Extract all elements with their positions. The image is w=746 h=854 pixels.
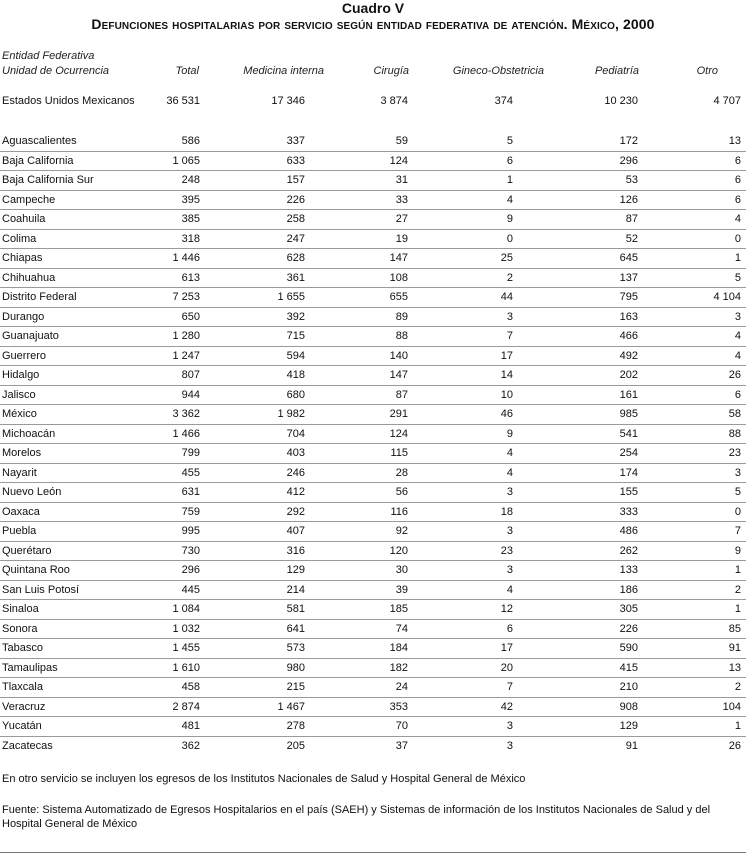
table-row (0, 620, 746, 640)
cell-otro: 0 (734, 232, 741, 245)
cell-cirugia: 353 (389, 700, 408, 713)
cell-medicina: 628 (286, 252, 305, 264)
cell-otro: 26 (728, 739, 741, 752)
table-row (0, 230, 746, 250)
cell-cirugia: 39 (395, 583, 408, 596)
cell-cirugia: 120 (389, 544, 408, 557)
cell-otro: 1 (734, 720, 741, 732)
cell-gineco: 14 (500, 369, 513, 381)
cell-pediatria: 155 (619, 486, 638, 498)
cell-cirugia: 182 (389, 661, 408, 674)
table-row (0, 308, 746, 328)
cell-name: Michoacán (2, 427, 56, 440)
header-entity-line1: Entidad Federativa (2, 50, 95, 62)
table-title: Defunciones hospitalarias por servicio según entidad federativa de atención. México, 2000 (91, 16, 655, 32)
cell-gineco: 4 (506, 193, 513, 206)
cell-gineco: 10 (500, 388, 513, 401)
cell-medicina: 573 (286, 642, 305, 654)
cell-total: 1 610 (172, 661, 200, 674)
cell-name: San Luis Potosí (2, 583, 80, 596)
cell-medicina: 361 (286, 271, 305, 284)
cell-medicina: 1 982 (277, 408, 305, 420)
cell-medicina: 641 (286, 622, 305, 635)
cell-total: 445 (181, 583, 200, 596)
header-pediatria: Pediatría (594, 65, 639, 77)
cell-pediatria: 129 (619, 720, 638, 732)
cell-medicina: 680 (286, 388, 305, 401)
cell-pediatria: 163 (619, 310, 638, 323)
cell-pediatria: 133 (619, 564, 638, 576)
table-row (0, 171, 746, 191)
cell-total: 1 455 (172, 642, 200, 654)
cell-gineco: 4 (506, 583, 513, 596)
table-row (0, 542, 746, 562)
cell-medicina: 258 (286, 213, 305, 225)
table-row (0, 249, 746, 269)
cell-total: 995 (181, 525, 200, 537)
cell-gineco: 5 (506, 135, 513, 147)
table-row (0, 639, 746, 659)
table-row (0, 327, 746, 347)
cell-total: 807 (181, 369, 200, 381)
table-row (0, 152, 746, 172)
cell-cirugia: 3 874 (380, 95, 408, 107)
table-row (0, 347, 746, 367)
cell-total: 799 (181, 447, 200, 459)
cell-gineco: 20 (500, 661, 513, 674)
cell-name: Guerrero (2, 349, 47, 362)
cell-cirugia: 27 (395, 213, 408, 225)
cell-name: Sonora (2, 622, 38, 635)
cell-gineco: 3 (506, 739, 513, 752)
cell-pediatria: 305 (619, 603, 638, 615)
cell-pediatria: 985 (619, 408, 638, 420)
cell-name: Hidalgo (2, 369, 40, 381)
cell-otro: 4 104 (713, 291, 741, 303)
cell-name: Oaxaca (2, 505, 40, 518)
cell-total: 650 (181, 310, 200, 323)
table-row (0, 386, 746, 406)
table-row (0, 366, 746, 386)
cell-gineco: 42 (500, 700, 513, 713)
cell-total: 455 (181, 466, 200, 479)
cell-name: Jalisco (2, 388, 36, 401)
cell-pediatria: 226 (619, 622, 638, 635)
cell-cirugia: 74 (395, 622, 408, 635)
cell-medicina: 581 (286, 603, 305, 615)
cell-name: Puebla (2, 525, 37, 537)
cell-pediatria: 174 (619, 466, 638, 479)
table-row (0, 464, 746, 484)
cell-medicina: 1 655 (277, 291, 305, 303)
cell-medicina: 246 (286, 466, 305, 479)
cell-pediatria: 296 (619, 154, 638, 167)
cell-cirugia: 31 (395, 174, 408, 186)
cell-total: 318 (181, 232, 200, 245)
cell-cirugia: 33 (395, 193, 408, 206)
cell-medicina: 403 (286, 447, 305, 459)
cell-otro: 2 (734, 583, 741, 596)
cell-pediatria: 126 (619, 193, 638, 206)
cell-total: 759 (181, 505, 200, 518)
cell-pediatria: 486 (619, 525, 638, 537)
cell-name: Zacatecas (2, 739, 53, 752)
cell-pediatria: 333 (619, 505, 638, 518)
cell-pediatria: 172 (619, 135, 638, 147)
table-row (0, 717, 746, 737)
cell-otro: 6 (734, 388, 741, 401)
cell-gineco: 3 (506, 486, 513, 498)
cell-pediatria: 10 230 (604, 95, 638, 107)
cell-total: 7 253 (172, 291, 200, 303)
cell-gineco: 17 (500, 642, 513, 654)
cell-gineco: 12 (500, 603, 513, 615)
cell-otro: 88 (728, 427, 741, 440)
cell-total: 36 531 (166, 95, 200, 107)
cell-name: Coahuila (2, 213, 46, 225)
cell-medicina: 316 (286, 544, 305, 557)
cell-cirugia: 147 (389, 369, 408, 381)
cell-pediatria: 53 (625, 174, 638, 186)
cell-gineco: 25 (500, 252, 513, 264)
cell-otro: 3 (734, 466, 741, 479)
cell-name: Veracruz (2, 700, 46, 713)
cell-otro: 26 (728, 369, 741, 381)
cell-otro: 1 (734, 603, 741, 615)
header-gineco-obstetricia: Gineco-Obstetricia (452, 65, 544, 77)
cell-gineco: 2 (506, 271, 513, 284)
table-row (0, 269, 746, 289)
cell-pediatria: 262 (619, 544, 638, 557)
row-name: Estados Unidos Mexicanos (2, 95, 135, 107)
cell-cirugia: 19 (395, 232, 408, 245)
cell-otro: 7 (734, 525, 741, 537)
cell-medicina: 226 (286, 193, 305, 206)
cell-cirugia: 184 (389, 642, 408, 654)
cell-name: Sinaloa (2, 603, 39, 615)
cell-name: Nayarit (2, 466, 37, 479)
cell-name: Yucatán (2, 720, 42, 732)
cell-gineco: 23 (500, 544, 513, 557)
cell-cirugia: 124 (389, 154, 408, 167)
cell-medicina: 278 (286, 720, 305, 732)
table-row (0, 678, 746, 698)
bottom-divider (0, 852, 746, 853)
cell-gineco: 17 (500, 349, 513, 362)
table-row (0, 581, 746, 601)
cell-name: Querétaro (2, 544, 52, 557)
cell-cirugia: 24 (395, 681, 408, 693)
cell-pediatria: 590 (619, 642, 638, 654)
cell-medicina: 392 (286, 310, 305, 323)
cell-name: Chiapas (2, 252, 43, 264)
table-row (0, 191, 746, 211)
cell-total: 1 247 (172, 349, 200, 362)
cell-gineco: 46 (500, 408, 513, 420)
cell-medicina: 418 (286, 369, 305, 381)
cell-otro: 13 (728, 135, 741, 147)
cell-cirugia: 70 (395, 720, 408, 732)
cell-name: Baja California (2, 154, 74, 167)
cell-medicina: 594 (286, 349, 305, 362)
cell-pediatria: 202 (619, 369, 638, 381)
cell-name: Tabasco (2, 642, 43, 654)
cell-medicina: 129 (286, 564, 305, 576)
cell-pediatria: 210 (619, 681, 638, 693)
table-row (0, 561, 746, 581)
cell-medicina: 633 (286, 154, 305, 167)
table-row (0, 503, 746, 523)
cell-medicina: 157 (286, 174, 305, 186)
cell-otro: 6 (734, 154, 741, 167)
cell-medicina: 292 (286, 505, 305, 518)
cell-gineco: 3 (506, 525, 513, 537)
cell-total: 1 280 (172, 330, 200, 342)
cell-total: 296 (181, 564, 200, 576)
header-total: Total (175, 65, 199, 77)
cell-cirugia: 140 (389, 349, 408, 362)
cell-total: 1 466 (172, 427, 200, 440)
cell-otro: 6 (734, 193, 741, 206)
cell-medicina: 337 (286, 135, 305, 147)
cell-medicina: 215 (286, 681, 305, 693)
cell-total: 586 (181, 135, 200, 147)
table-row (0, 698, 746, 718)
header-medicina-interna: Medicina interna (243, 65, 324, 77)
header-entity-line2: Unidad de Ocurrencia (2, 65, 110, 77)
cell-pediatria: 492 (619, 349, 638, 362)
cell-otro: 58 (728, 408, 741, 420)
cell-gineco: 6 (506, 622, 513, 635)
cell-cirugia: 124 (389, 427, 408, 440)
cell-name: Nuevo León (2, 486, 62, 498)
table-row (0, 210, 746, 230)
cell-total: 395 (181, 193, 200, 206)
cell-name: Distrito Federal (2, 291, 77, 303)
cell-cirugia: 291 (389, 408, 408, 420)
cell-total: 1 065 (172, 154, 200, 167)
cell-gineco: 4 (506, 447, 513, 459)
cell-name: Aguascalientes (2, 135, 77, 147)
cell-cirugia: 185 (389, 603, 408, 615)
cell-pediatria: 795 (619, 291, 638, 303)
cell-pediatria: 466 (619, 330, 638, 342)
cell-otro: 91 (728, 642, 741, 654)
cell-otro: 4 (734, 349, 741, 362)
cell-total: 458 (181, 681, 200, 693)
table-row (0, 600, 746, 620)
cell-cirugia: 108 (389, 271, 408, 284)
cell-total: 385 (181, 213, 200, 225)
cell-medicina: 980 (286, 661, 305, 674)
cell-cirugia: 116 (390, 505, 408, 518)
cell-otro: 5 (734, 486, 741, 498)
cell-medicina: 214 (286, 583, 305, 596)
cell-name: Campeche (2, 193, 56, 206)
cell-name: Tlaxcala (2, 681, 43, 693)
cell-otro: 23 (728, 447, 741, 459)
cell-total: 730 (181, 544, 200, 557)
cell-gineco: 18 (500, 505, 513, 518)
table-row (0, 132, 746, 152)
cell-gineco: 3 (506, 720, 513, 732)
cell-pediatria: 91 (625, 739, 638, 752)
cell-name: Quintana Roo (2, 564, 70, 576)
cell-medicina: 715 (286, 330, 305, 342)
cell-medicina: 17 346 (271, 95, 305, 107)
cell-pediatria: 186 (619, 583, 638, 596)
cell-gineco: 6 (506, 154, 513, 167)
cell-pediatria: 254 (619, 447, 638, 459)
cell-medicina: 205 (286, 739, 305, 752)
cell-medicina: 247 (286, 232, 305, 245)
cell-cirugia: 56 (395, 486, 408, 498)
cell-otro: 13 (728, 661, 741, 674)
table-row (0, 659, 746, 679)
cell-otro: 3 (734, 310, 741, 323)
cell-gineco: 1 (506, 174, 513, 186)
cell-total: 3 362 (172, 408, 200, 420)
cell-cirugia: 37 (395, 739, 408, 752)
cell-otro: 1 (734, 252, 741, 264)
cell-gineco: 9 (506, 427, 513, 440)
national-total-row (0, 92, 746, 112)
cell-pediatria: 52 (625, 232, 638, 245)
cell-pediatria: 908 (619, 700, 638, 713)
cell-name: Tamaulipas (2, 661, 58, 674)
cell-total: 1 084 (172, 603, 200, 615)
cell-otro: 1 (734, 564, 741, 576)
cell-gineco: 4 (506, 466, 513, 479)
cell-name: Colima (2, 232, 37, 245)
cell-gineco: 374 (494, 95, 513, 107)
cell-gineco: 3 (506, 310, 513, 323)
cell-name: Guanajuato (2, 330, 59, 342)
cell-gineco: 9 (506, 213, 513, 225)
cell-cirugia: 655 (389, 291, 408, 303)
table-row (0, 444, 746, 464)
cell-otro: 85 (728, 622, 741, 635)
cell-name: Chihuahua (2, 271, 56, 284)
cell-gineco: 7 (506, 330, 513, 342)
cell-otro: 4 707 (713, 95, 741, 107)
cell-total: 613 (181, 271, 200, 284)
cell-pediatria: 161 (619, 388, 638, 401)
cell-otro: 4 (734, 213, 741, 225)
cell-pediatria: 645 (619, 252, 638, 264)
cell-gineco: 3 (506, 564, 513, 576)
table-row (0, 737, 746, 757)
cell-cirugia: 89 (395, 310, 408, 323)
source-note: Fuente: Sistema Automatizado de Egresos Hospitalarios en el país (SAEH) y Sistemas de información de los Institutos Nacionales de Salud y del Hospital General de México (2, 804, 711, 830)
cell-total: 1 446 (172, 252, 200, 264)
cell-cirugia: 88 (395, 330, 408, 342)
cell-medicina: 1 467 (277, 700, 305, 713)
cell-otro: 9 (734, 544, 741, 557)
cell-otro: 0 (734, 505, 741, 518)
cell-total: 944 (181, 388, 200, 401)
table-row (0, 288, 746, 308)
cell-gineco: 7 (506, 681, 513, 693)
cell-name: Durango (2, 310, 45, 323)
cell-cirugia: 92 (395, 525, 408, 537)
cell-medicina: 407 (286, 525, 305, 537)
cell-cirugia: 28 (395, 466, 408, 479)
cell-pediatria: 541 (619, 427, 638, 440)
cell-medicina: 704 (286, 427, 305, 440)
cell-medicina: 412 (286, 486, 305, 498)
cell-cirugia: 87 (395, 388, 408, 401)
header-otro: Otro (696, 65, 718, 77)
table-row (0, 522, 746, 542)
table-number: Cuadro V (341, 0, 405, 16)
cell-total: 481 (181, 720, 200, 732)
footnote: En otro servicio se incluyen los egresos de los Institutos Nacionales de Salud y Hospital General de México (2, 773, 526, 785)
cell-pediatria: 87 (625, 213, 638, 225)
cell-total: 1 032 (172, 622, 200, 635)
cell-cirugia: 147 (389, 252, 408, 264)
table-row (0, 483, 746, 503)
cell-cirugia: 115 (390, 447, 408, 459)
table-row (0, 425, 746, 445)
cell-total: 631 (181, 486, 200, 498)
cell-total: 248 (181, 174, 200, 186)
cell-name: Baja California Sur (2, 174, 94, 186)
cell-name: Morelos (2, 447, 42, 459)
cell-pediatria: 415 (619, 661, 638, 674)
cell-otro: 5 (734, 271, 741, 284)
cell-otro: 104 (722, 700, 741, 713)
cell-name: México (2, 408, 37, 420)
cell-cirugia: 59 (395, 135, 408, 147)
cell-cirugia: 30 (395, 564, 408, 576)
cell-gineco: 0 (506, 232, 513, 245)
cell-total: 2 874 (172, 700, 200, 713)
cell-otro: 2 (734, 681, 741, 693)
cell-pediatria: 137 (619, 271, 638, 284)
header-cirugia: Cirugía (373, 65, 409, 77)
cell-total: 362 (181, 739, 200, 752)
cell-gineco: 44 (500, 291, 513, 303)
table-row (0, 405, 746, 425)
cell-otro: 6 (734, 174, 741, 186)
cell-otro: 4 (734, 330, 741, 342)
